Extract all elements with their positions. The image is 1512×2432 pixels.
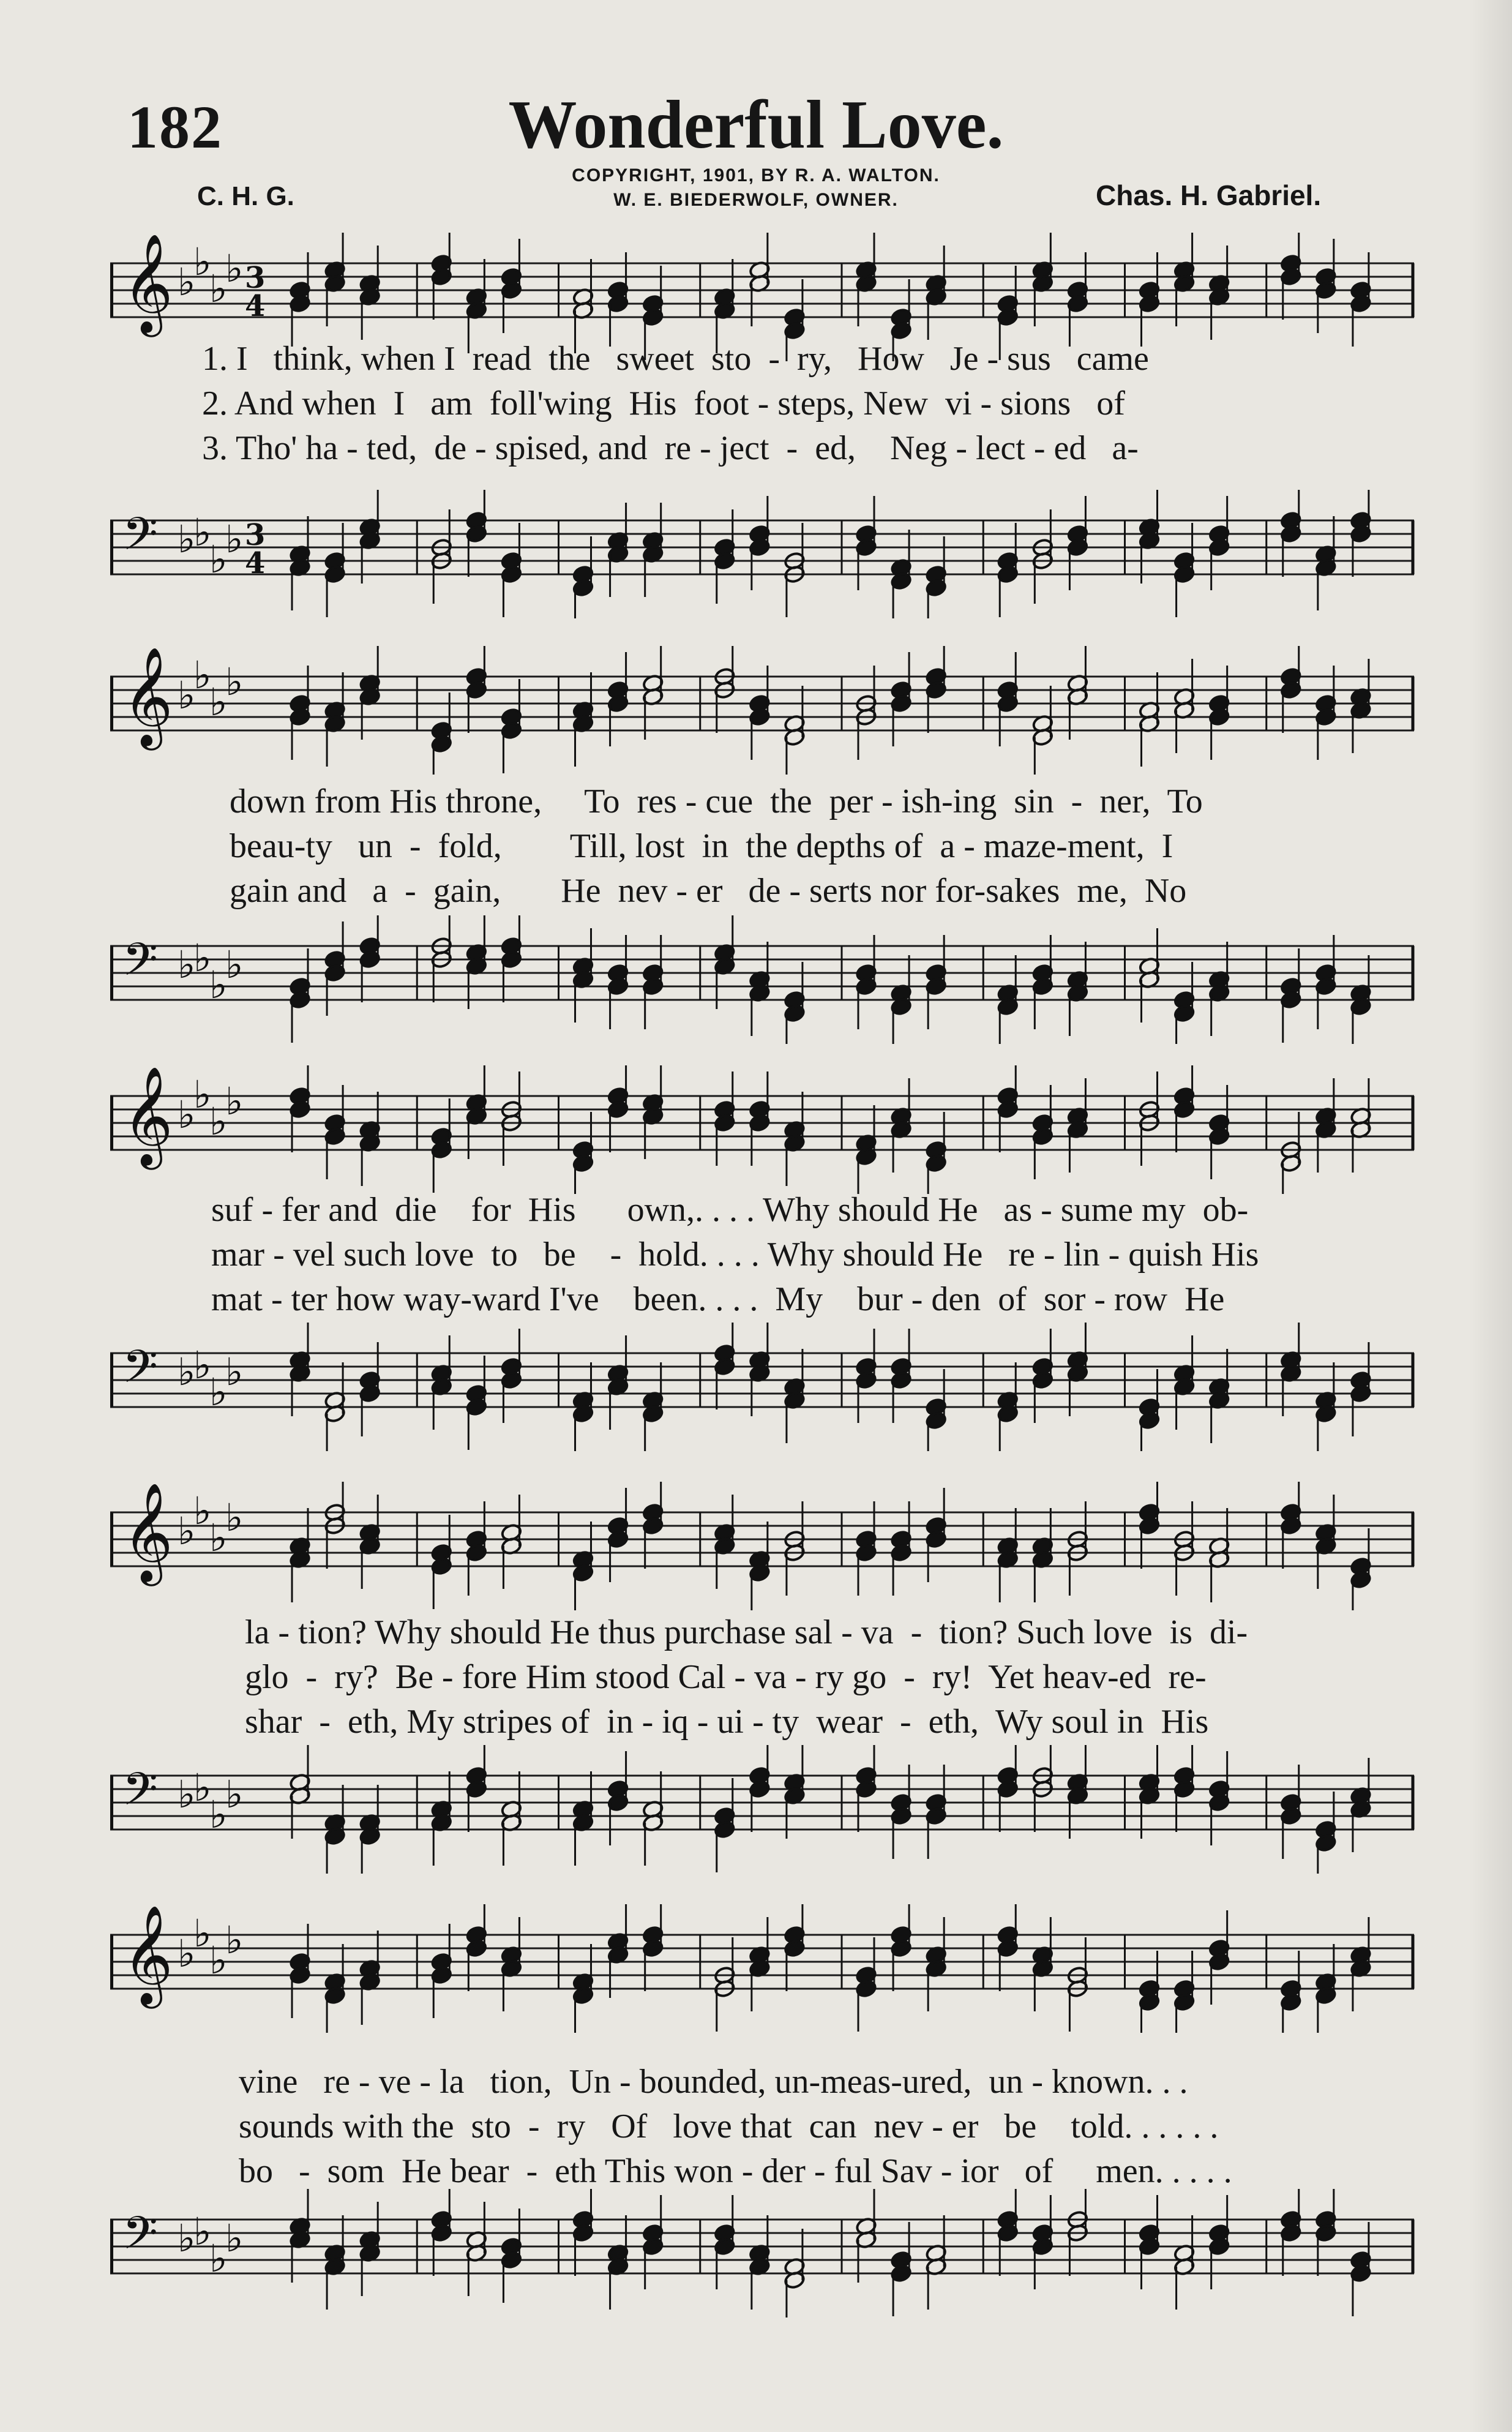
flat-icon: ♭	[209, 1370, 228, 1414]
lyric-verse-2: glo - ry? Be - fore Him stood Cal - va - ry go - ry! Yet heav-ed re-	[245, 1658, 1207, 1696]
bass-clef-icon: 𝄢	[122, 1763, 158, 1827]
music-system-2	[110, 646, 1420, 1038]
lyric-verse-1: la - tion? Why should He thus purchase sal - va - tion? Such love is di-	[245, 1613, 1248, 1651]
lyric-verse-2: beau-ty un - fold, Till, lost in the depths of a - maze-ment, I	[230, 827, 1173, 865]
flat-icon: ♭	[178, 2216, 196, 2261]
flat-icon: ♭	[225, 1772, 244, 1817]
bass-clef-icon: 𝄢	[122, 508, 158, 572]
flat-icon: ♭	[178, 260, 196, 304]
lyric-verse-3: 3. Tho' ha - ted, de - spised, and re - ject - ed, Neg - lect - ed a-	[202, 429, 1139, 467]
flat-icon: ♭	[178, 517, 196, 561]
treble-staff	[110, 1065, 1420, 1194]
bass-staff	[110, 915, 1420, 1044]
flat-icon: ♭	[178, 1349, 196, 1394]
flat-icon: ♭	[209, 266, 228, 311]
copyright-notice: COPYRIGHT, 1901, BY R. A. WALTON.	[572, 165, 940, 186]
bass-clef-icon: 𝄢	[122, 2207, 158, 2271]
page-edge-shadow	[1469, 0, 1512, 2432]
lyric-verse-3: shar - eth, My stripes of in - iq - ui - ty wear - eth, Wy soul in His	[245, 1703, 1209, 1741]
flat-icon: ♭	[193, 936, 212, 980]
music-system-1	[110, 233, 1420, 625]
time-signature: 4	[245, 546, 266, 580]
lyric-verse-2: 2. And when I am foll'wing His foot - steps, New vi - sions of	[202, 385, 1125, 422]
flat-icon: ♭	[193, 2209, 212, 2254]
flat-icon: ♭	[193, 239, 212, 284]
hymn-number: 182	[127, 93, 223, 161]
flat-icon: ♭	[225, 2216, 244, 2261]
flat-icon: ♭	[225, 1079, 244, 1124]
lyric-verse-2: sounds with the sto - ry Of love that can nev - er be told. . . . . .	[239, 2107, 1219, 2145]
hymn-title: Wonderful Love.	[508, 87, 1004, 163]
flat-icon: ♭	[178, 1509, 196, 1553]
treble-staff	[110, 1904, 1420, 2033]
flat-icon: ♭	[193, 1343, 212, 1387]
flat-icon: ♭	[209, 1792, 228, 1837]
flat-icon: ♭	[178, 1931, 196, 1976]
lyric-verse-1: 1. I think, when I read the sweet sto - ry, How Je - sus came	[202, 340, 1149, 378]
time-signature: 3	[245, 261, 266, 295]
bass-staff	[110, 2189, 1420, 2318]
flat-icon: ♭	[209, 1515, 228, 1560]
treble-clef-icon: 𝄞	[122, 1482, 173, 1582]
treble-clef-icon: 𝄞	[122, 1905, 173, 2005]
bass-clef-icon: 𝄢	[122, 1340, 158, 1405]
flat-icon: ♭	[209, 1938, 228, 1983]
flat-icon: ♭	[193, 1765, 212, 1810]
flat-icon: ♭	[209, 680, 228, 724]
flat-icon: ♭	[178, 942, 196, 987]
music-system-3	[110, 1065, 1420, 1457]
arranger-initials: C. H. G.	[197, 181, 294, 211]
time-signature: 4	[245, 289, 266, 323]
flat-icon: ♭	[209, 963, 228, 1007]
flat-icon: ♭	[225, 246, 244, 291]
treble-clef-icon: 𝄞	[122, 647, 173, 746]
lyric-verse-2: mar - vel such love to be - hold. . . . Why should He re - lin - quish His	[211, 1236, 1259, 1274]
flat-icon: ♭	[178, 1772, 196, 1817]
time-signature: 3	[245, 518, 266, 552]
lyric-verse-3: mat - ter how way-ward I've been. . . . My bur - den of sor - row He	[211, 1280, 1225, 1318]
flat-icon: ♭	[209, 2236, 228, 2281]
treble-staff	[110, 646, 1420, 775]
treble-staff	[110, 1482, 1420, 1610]
music-system-4	[110, 1482, 1420, 1874]
flat-icon: ♭	[209, 537, 228, 582]
flat-icon: ♭	[193, 1488, 212, 1533]
flat-icon: ♭	[193, 1911, 212, 1956]
treble-clef-icon: 𝄞	[122, 1066, 173, 1166]
flat-icon: ♭	[178, 673, 196, 718]
flat-icon: ♭	[225, 659, 244, 704]
bass-clef-icon: 𝄢	[122, 933, 158, 997]
flat-icon: ♭	[225, 517, 244, 561]
lyric-verse-1: vine re - ve - la tion, Un - bounded, un-meas-ured, un - known. . .	[239, 2063, 1188, 2101]
lyric-verse-3: gain and a - gain, He nev - er de - serts nor for-sakes me, No	[230, 872, 1187, 910]
flat-icon: ♭	[193, 510, 212, 555]
flat-icon: ♭	[225, 942, 244, 987]
music-system-5	[110, 1904, 1420, 2321]
composer-credit: Chas. H. Gabriel.	[1096, 179, 1322, 211]
flat-icon: ♭	[209, 1099, 228, 1144]
bass-staff	[110, 1745, 1420, 1874]
lyric-verse-1: suf - fer and die for His own,. . . . Why should He as - sume my ob-	[211, 1191, 1249, 1229]
flat-icon: ♭	[193, 1072, 212, 1117]
flat-icon: ♭	[193, 653, 212, 697]
bass-staff	[110, 490, 1420, 618]
treble-clef-icon: 𝄞	[122, 233, 173, 333]
flat-icon: ♭	[225, 1349, 244, 1394]
lyric-verse-1: down from His throne, To res - cue the per - ish-ing sin - ner, To	[230, 783, 1203, 820]
flat-icon: ♭	[225, 1495, 244, 1540]
lyric-verse-3: bo - som He bear - eth This won - der - ful Sav - ior of men. . . . .	[239, 2152, 1232, 2190]
bass-staff	[110, 1323, 1420, 1451]
flat-icon: ♭	[178, 1092, 196, 1137]
copyright-owner: W. E. BIEDERWOLF, OWNER.	[613, 190, 899, 210]
flat-icon: ♭	[225, 1918, 244, 1962]
